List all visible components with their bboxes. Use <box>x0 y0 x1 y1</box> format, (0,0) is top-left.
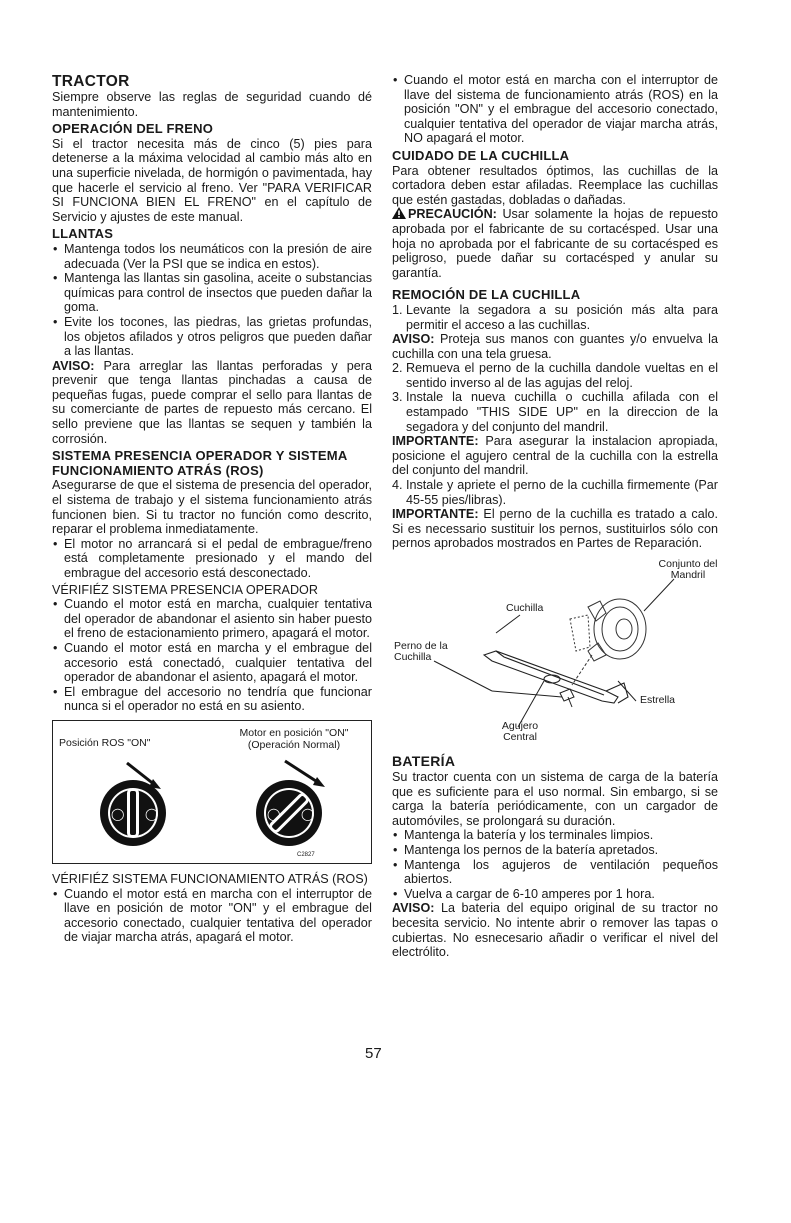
step-number: 4. <box>392 478 403 493</box>
mandrel-assembly-drawing <box>570 599 646 685</box>
notice-text: La bateria del equipo original de su tractor no becesita servicio. No intente abrir o remover las tapas o cubiertas. No esnecesario añadir o verificar el nivel del electrólito. <box>392 901 718 960</box>
list-item: • El embrague del accesorio no tendría que funcionar nunca si el operador no está en su asiento. <box>52 685 372 714</box>
list-item <box>392 390 718 434</box>
list-item: • Cuando el motor está en marcha con el interruptor de llave del sistema de funcionamiento atrás (ROS) en la posición "ON" y el embrague del accesorio conectado, cualquier tentativa del operador de viajar marcha atrás, NO apagará el motor. <box>392 73 718 146</box>
blade-removal-steps-b <box>392 361 718 434</box>
step-number: 3. <box>392 390 403 405</box>
blade-removal-steps-a <box>392 303 718 332</box>
blade-removal-steps-c <box>392 478 718 507</box>
switch-caption-right-1: Motor en posición "ON" <box>239 726 349 739</box>
label-estrella: Estrella <box>640 694 676 706</box>
list-item <box>392 303 718 332</box>
important-label: IMPORTANTE: <box>392 434 479 449</box>
battery-notice <box>392 901 718 959</box>
list-item: • Vuelva a cargar de 6-10 amperes por 1 hora. <box>392 887 718 902</box>
list-item: • Cuando el motor está en marcha, cualquier tentativa del operador de abandonar el asiento sin haber puesto el freno de estacionamiento primero, apagará el motor. <box>52 597 372 641</box>
switch-caption-right-2: (Operación Normal) <box>247 738 341 751</box>
tractor-text: Siempre observe las reglas de seguridad cuando dé mantenimiento. <box>52 90 372 119</box>
svg-text:◯: ◯ <box>267 806 281 821</box>
blade-care-text: Para obtener resultados óptimos, las cuchillas de la cortadora deben estar afiladas. Reemplace las cuchillas que estén gastadas, dobladas o dañadas. <box>392 163 718 207</box>
removal-notice <box>392 332 718 361</box>
step-text: Levante la segadora a su posición más alta para permitir el acceso a las cuchillas. <box>406 302 718 332</box>
svg-text:◯: ◯ <box>145 806 159 821</box>
list-item: • Mantenga la batería y los terminales limpios. <box>392 828 718 843</box>
notice-label: AVISO: <box>52 358 95 373</box>
brake-text: Si el tractor necesita más de cinco (5) pies para detenerse a la máxima velocidad al cambio más alto en una superficie nivelada, de hormigón o pavimentada, hay que hacerle el servicio al freno. Ver "PARA VERIFICAR SI FUNCIONA BIEN EL FRENO" en el capítulo de Servicio y ajustes de este manual. <box>52 136 372 224</box>
svg-text:◯: ◯ <box>301 806 315 821</box>
cuchilla-blade-drawing <box>484 651 628 703</box>
battery-text: Su tractor cuenta con un sistema de carga de la batería que es suficiente para el uso normal. Sin embargo, si se carga la batería periódicamente, con un cargador de automóviles, se prolongará su duración. <box>392 770 718 828</box>
label-conjunto-mandril-1: Conjunto del <box>658 558 718 570</box>
list-item <box>392 478 718 507</box>
important-label: IMPORTANTE: <box>392 507 479 522</box>
leader-lines <box>434 579 674 727</box>
battery-list <box>392 828 718 901</box>
warning-triangle-icon <box>392 207 406 219</box>
label-agujero-2: Central <box>503 731 537 743</box>
verify-presence-heading: VÉRIFIÉZ SISTEMA PRESENCIA OPERADOR <box>52 582 318 597</box>
svg-text:◯: ◯ <box>111 806 125 821</box>
tractor-heading: TRACTOR <box>52 73 130 90</box>
figure-code: C2827 <box>297 851 315 858</box>
list-item: • Mantenga los agujeros de ventilación pequeños abiertos. <box>392 858 718 887</box>
ignition-key-icons <box>53 721 371 863</box>
left-column <box>52 73 372 945</box>
label-agujero-1: Agujero <box>501 720 539 732</box>
ros-continued-list <box>392 73 718 146</box>
page-number: 57 <box>365 1045 382 1062</box>
label-perno-2: Cuchilla <box>394 651 432 663</box>
switch-caption-left: Posición ROS "ON" <box>59 736 151 749</box>
list-item: • Evite los tocones, las piedras, las grietas profundas, los objetos afilados y otros peligros que pueden dañar a las llantas. <box>52 315 372 359</box>
presence-heading: SISTEMA PRESENCIA OPERADOR Y SISTEMA FUNCIONAMIENTO ATRÁS (ROS) <box>52 448 347 478</box>
step-text: Instale la nueva cuchilla o cuchilla afilada con el estampado "THIS SIDE UP" en la direccion de la segadora y del conjunto del mandril. <box>406 390 718 434</box>
step-number: 1. <box>392 302 403 317</box>
verify-ros-list <box>52 887 372 945</box>
step-text: Instale y apriete el perno de la cuchilla firmemente (Par 45-55 pies/libras). <box>406 478 718 507</box>
list-item: • Mantenga los pernos de la batería apretados. <box>392 843 718 858</box>
important-text: El perno de la cuchilla es tratado a calo. Si es necessario sustituir los pernos, sustituirlos sólo con pernos aprobados mostrados en Partes de Reparación. <box>392 507 718 551</box>
presence-list <box>52 537 372 581</box>
verify-ros-heading: VÉRIFIÉZ SISTEMA FUNCIONAMIENTO ATRÁS (ROS) <box>52 871 368 886</box>
blade-bolt-drawing <box>560 689 574 707</box>
tires-list <box>52 242 372 359</box>
caution-label: PRECAUCIÓN: <box>408 207 497 222</box>
blade-removal-heading: REMOCIÓN DE LA CUCHILLA <box>392 287 581 303</box>
list-item: • Cuando el motor está en marcha con el interruptor de llave en posición de motor "ON" y el embrague del accesorio conectado, cualquier tentativa del operador de viajar marcha atrás, apagará el motor. <box>52 887 372 945</box>
ignition-switch-ros-icon <box>100 763 166 846</box>
list-item: • El motor no arrancará si el pedal de embrague/freno está completamente presionado y el mando del embrague del accesorio está desconectado. <box>52 537 372 581</box>
label-cuchilla: Cuchilla <box>506 602 544 614</box>
battery-heading: BATERÍA <box>392 753 456 769</box>
step-text: Remueva el perno de la cuchilla dandole vueltas en el sentido inverso al de las agujas del reloj. <box>406 361 718 390</box>
list-item <box>392 361 718 390</box>
tires-heading: LLANTAS <box>52 226 114 242</box>
ignition-switch-figure <box>52 720 372 864</box>
important-note-1 <box>392 434 718 478</box>
notice-label: AVISO: <box>392 332 435 347</box>
caution-paragraph <box>392 207 718 280</box>
list-item: • Cuando el motor está en marcha y el embrague del accesorio está conectadó, cualquier tentativa del operador de abandonar el asiento, apagará el motor. <box>52 641 372 685</box>
label-conjunto-mandril-2: Mandril <box>670 569 706 581</box>
verify-presence-list <box>52 597 372 714</box>
list-item: • Mantenga las llantas sin gasolina, aceite o substancias químicas para control de insectos que pueden dañar la goma. <box>52 271 372 315</box>
important-text: Para asegurar la instalacion apropiada, posicione el agujero central de la cuchilla con la estrella del conjunto del mandril. <box>392 434 718 478</box>
notice-text: Proteja sus manos con guantes y/o envuelva la cuchilla con una tela gruesa. <box>392 332 718 361</box>
blade-care-heading: CUIDADO DE LA CUCHILLA <box>392 147 570 163</box>
notice-text: Para arreglar las llantas perforadas y pera prevenir que tenga llantas pinchadas a causa de pequeñas fugas, puede comprar el sello para llantas de su comerciante de partes de repuesto más cercano. El sello previene que las llantas se sequen y también la corrosión. <box>52 358 372 446</box>
notice-label: AVISO: <box>392 901 435 916</box>
ignition-switch-on-icon <box>256 761 325 846</box>
caution-text: Usar solamente la hojas de repuesto aprobada por el fabricante de su cortacésped. Usar una hoja no aprobada por el fabricante de su cortacésped es peligroso, puede dañar su cortacésped y anular su garantía. <box>392 207 718 280</box>
label-perno-1: Perno de la <box>394 640 448 652</box>
blade-diagram <box>392 557 718 747</box>
presence-text: Asegurarse de que el sistema de presencia del operador, el sistema de trabajo y el sistema funcionamiento atrás funcionen bien. Si tu tractor no función como descrito, reparar el problema inmediatamente. <box>52 478 372 537</box>
right-column <box>392 73 718 960</box>
brake-heading: OPERACIÓN DEL FRENO <box>52 121 214 137</box>
list-item: • Mantenga todos los neumáticos con la presión de aire adecuada (Ver la PSI que se indica en estos). <box>52 242 372 271</box>
tires-notice <box>52 359 372 447</box>
step-number: 2. <box>392 361 403 376</box>
important-note-2 <box>392 507 718 551</box>
